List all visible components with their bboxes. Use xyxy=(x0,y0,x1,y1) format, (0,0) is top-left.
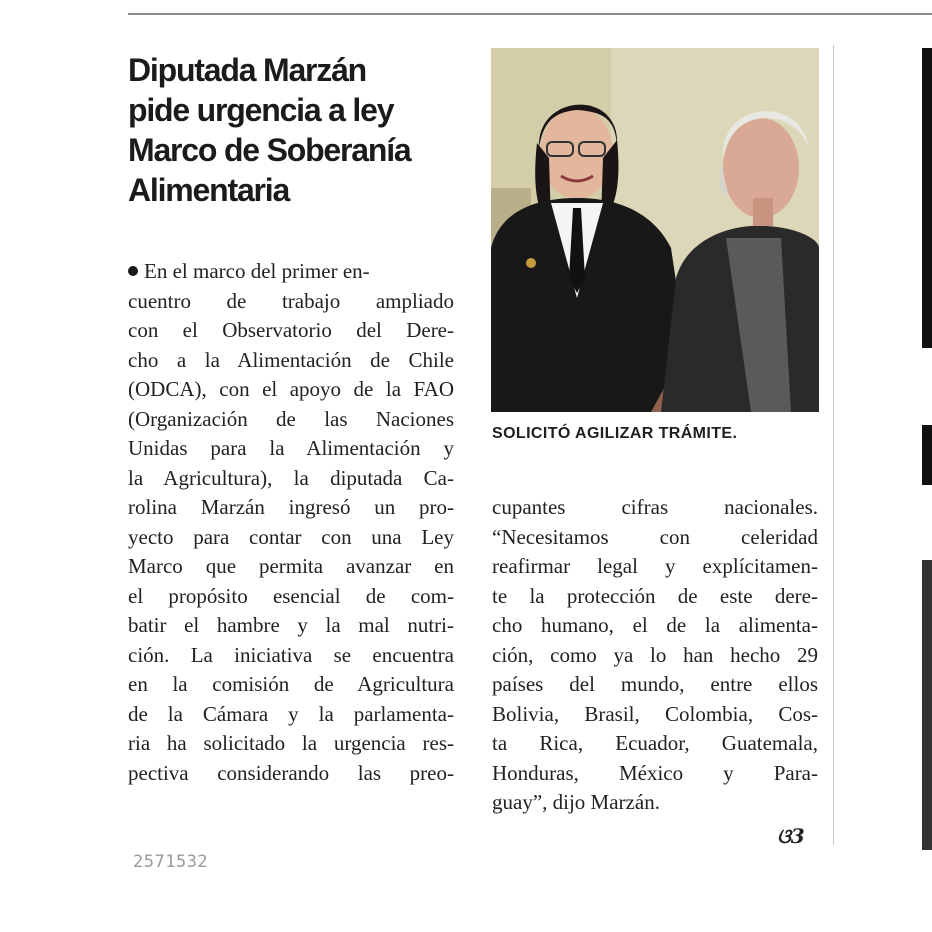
headline-line: Alimentaria xyxy=(128,172,290,208)
adjacent-article-fragment xyxy=(922,48,932,348)
body-line: reafirmar legal y explícitamen- xyxy=(492,554,818,578)
body-line: de la Cámara y la parlamenta- xyxy=(128,701,454,726)
body-line: cho humano, el de la alimenta- xyxy=(492,613,818,637)
photo-caption: SOLICITÓ AGILIZAR TRÁMITE. xyxy=(492,425,738,442)
body-line: “Necesitamos con celeridad xyxy=(492,524,818,549)
top-rule xyxy=(128,13,932,15)
clipping-code: 2571532 xyxy=(133,852,209,872)
body-line: ta Rica, Ecuador, Guatemala, xyxy=(492,731,818,755)
adjacent-article-fragment xyxy=(922,560,932,850)
photo-illustration xyxy=(491,48,819,412)
body-column-1 xyxy=(128,257,454,788)
article-photo xyxy=(491,48,819,412)
body-line: cupantes cifras nacionales. xyxy=(492,495,818,519)
body-line: cho a la Alimentación de Chile xyxy=(128,347,454,372)
headline-line: Marco de Soberanía xyxy=(128,132,411,168)
body-line: cuentro de trabajo ampliado xyxy=(128,288,454,313)
body-line: rolina Marzán ingresó un pro- xyxy=(128,495,454,519)
headline xyxy=(128,50,478,210)
body-line: (Organización de las Naciones xyxy=(128,406,454,431)
body-line: con el Observatorio del Dere- xyxy=(128,318,454,342)
body-line: ción, como ya lo han hecho 29 xyxy=(492,642,818,667)
body-column-2 xyxy=(492,493,818,818)
body-line: yecto para contar con una Ley xyxy=(128,524,454,549)
body-line: el propósito esencial de com- xyxy=(128,583,454,608)
bullet-icon xyxy=(128,266,138,276)
body-line: pectiva considerando las preo- xyxy=(128,760,454,785)
column-divider xyxy=(833,45,834,845)
body-line: ción. La iniciativa se encuentra xyxy=(128,642,454,667)
body-line: (ODCA), con el apoyo de la FAO xyxy=(128,377,454,401)
adjacent-article-fragment xyxy=(922,425,932,485)
body-line: te la protección de este dere- xyxy=(492,583,818,608)
body-line: Marco que permita avanzar en xyxy=(128,554,454,578)
body-line: batir el hambre y la mal nutri- xyxy=(128,613,454,637)
body-line: en la comisión de Agricultura xyxy=(128,672,454,696)
body-line: países del mundo, entre ellos xyxy=(492,672,818,696)
body-line: Unidas para la Alimentación y xyxy=(128,436,454,460)
headline-line: pide urgencia a ley xyxy=(128,92,394,128)
body-line: la Agricultura), la diputada Ca- xyxy=(128,465,454,490)
body-line: ria ha solicitado la urgencia res- xyxy=(128,731,454,755)
body-line-last: guay”, dijo Marzán. xyxy=(492,790,660,814)
body-line: Bolivia, Brasil, Colombia, Cos- xyxy=(492,701,818,726)
headline-line: Diputada Marzán xyxy=(128,52,367,88)
signature-mark: ଓ3 xyxy=(777,824,805,848)
body-line-1: En el marco del primer en- xyxy=(128,257,454,287)
body-line: Honduras, México y Para- xyxy=(492,760,818,785)
